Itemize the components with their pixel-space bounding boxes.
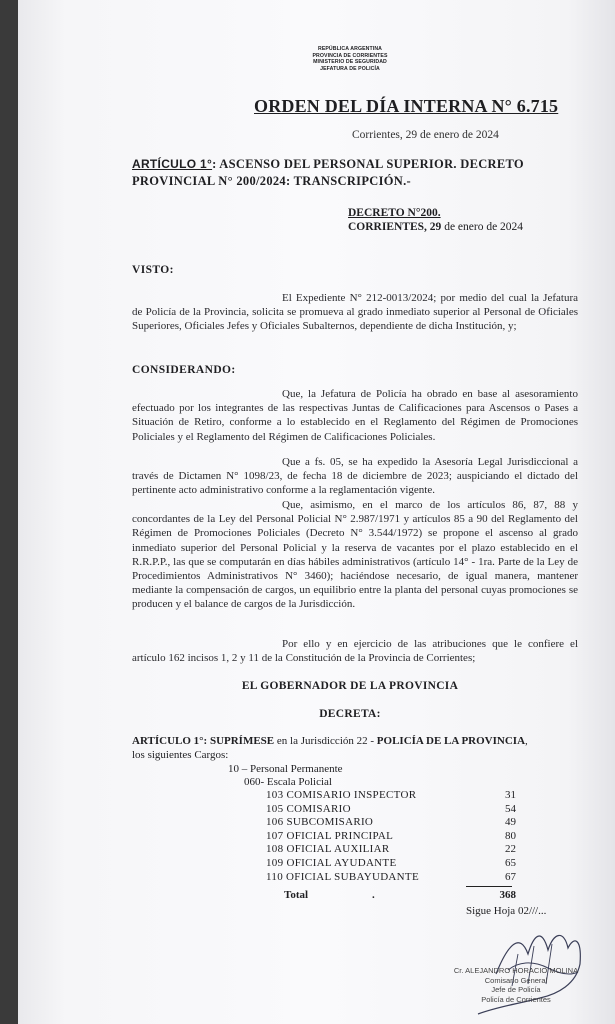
total-label: Total xyxy=(284,889,309,901)
document-page xyxy=(18,0,615,1024)
considerando-text-4: Por ello y en ejercicio de las atribuciones que le confiere el artículo 162 incisos 1, 2 y 11 de la Constitución de la Provincia de Corrientes; xyxy=(132,638,578,665)
considerando-paragraph-1 xyxy=(132,387,578,444)
cargo-row xyxy=(266,871,516,885)
article-1-jurisdiction: POLICÍA DE LA PROVINCIA xyxy=(376,735,526,747)
cargo-row xyxy=(266,830,516,844)
article-heading xyxy=(132,156,577,190)
considerando-heading: CONSIDERANDO: xyxy=(132,364,236,376)
cargo-value: 22 xyxy=(505,843,516,856)
decree-number: DECRETO N°200. xyxy=(348,207,441,219)
considerando-text-3: Que, asimismo, en el marco de los artículos 86, 87, 88 y concordantes de la Ley del Personal Policial N° 2.987/1971 y artículos 85 a 90 del Reglamento del Régimen de Promociones Policiales (Decreto N° 3.544/1972) se propone el ascenso al grado inmediato superior del Personal Policial y la reserva de vacantes por el plazo establecido en el R.R.P.P., las que se computarán en días hábiles administrativos (artículo 14° - 1ra. Parte de la Ley de Procedimientos Administrativos N° 3460); haciéndose necesario, de igual manera, mantener mediante la compensación de cargos, un equilibrio entre la planta del personal cuyas promociones se producen y el balance de cargos de la Jurisdicción. xyxy=(132,499,578,611)
signatory-role: Jefe de Policía xyxy=(491,985,541,994)
total-row xyxy=(284,889,516,901)
article-1-label: ARTÍCULO 1°: SUPRÍMESE xyxy=(132,735,275,747)
cargos-table xyxy=(266,789,516,884)
gobernador-heading: EL GOBERNADOR DE LA PROVINCIA xyxy=(241,680,459,692)
decree-place: CORRIENTES, 29 xyxy=(348,221,442,233)
cargo-row xyxy=(266,803,516,817)
level-2: 060- Escala Policial xyxy=(244,776,332,788)
article-1-body xyxy=(132,734,577,762)
decree-date: de enero de 2024 xyxy=(441,221,524,233)
considerando-paragraph-4 xyxy=(132,637,578,665)
visto-text: El Expediente N° 212-0013/2024; por medio del cual la Jefatura de Policía de la Provincia, solicita se promueva al grado inmediato superior al Personal de Oficiales Superiores, Oficiales Jefes y Oficiales Subalternos, dependiente de dicha Institución, y; xyxy=(132,292,578,333)
cargo-label: 107 OFICIAL PRINCIPAL xyxy=(266,829,394,842)
article-heading-text: : ASCENSO DEL PERSONAL SUPERIOR. DECRETO PROVINCIAL N° 200/2024: TRANSCRIPCIÓN.- xyxy=(132,157,524,188)
cargo-row xyxy=(266,816,516,830)
signatory-office: Policía de Corrientes xyxy=(481,994,551,1004)
total-value: 368 xyxy=(499,889,516,901)
cargo-row xyxy=(266,789,516,803)
letterhead-line: JEFATURA DE POLICÍA xyxy=(320,65,380,72)
letterhead xyxy=(290,46,410,72)
document-title: ORDEN DEL DÍA INTERNA N° 6.715 xyxy=(254,96,559,116)
letterhead-line: MINISTERIO DE SEGURIDAD xyxy=(313,59,387,66)
cargo-label: 109 OFICIAL AYUDANTE xyxy=(266,856,397,869)
cargo-value: 54 xyxy=(505,802,516,815)
cargo-label: 110 OFICIAL SUBAYUDANTE xyxy=(266,870,419,883)
considerando-text-1: Que, la Jefatura de Policía ha obrado en base al asesoramiento efectuado por los integrantes de las respectivas Juntas de Calificaciones para Ascensos o Pases a Situación de Retiro, conforme a lo establecido en el Reglamento del Régimen de Promociones Policiales y el Reglamento del Régimen de Calificaciones Policiales. xyxy=(132,388,578,443)
signatory-name: Cr. ALEJANDRO HORACIO MOLINA xyxy=(453,966,579,975)
level-1: 10 – Personal Permanente xyxy=(228,763,343,775)
considerando-paragraph-3 xyxy=(132,498,578,612)
cargo-row xyxy=(266,857,516,871)
article-1-line2: los siguientes Cargos: xyxy=(132,749,229,761)
cargo-label: 105 COMISARIO xyxy=(266,802,351,815)
signatory-rank: Comisario General xyxy=(484,975,548,985)
cargo-label: 108 OFICIAL AUXILIAR xyxy=(266,843,390,856)
decreta-heading: DECRETA: xyxy=(319,708,381,720)
visto-heading: VISTO: xyxy=(132,264,174,276)
considerando-text-2: Que a fs. 05, se ha expedido la Asesoría Legal Jurisdiccional a través de Dictamen N° 1098/23, de fecha 18 de diciembre de 2023; auspiciando el dictado del pertinente acto administrativo conforme a la reglamentación vigente. xyxy=(132,456,578,497)
signature-block xyxy=(452,966,580,1004)
visto-paragraph xyxy=(132,291,578,334)
cargo-value: 67 xyxy=(505,870,516,883)
letterhead-line: REPÚBLICA ARGENTINA xyxy=(317,46,383,52)
cargo-value: 49 xyxy=(505,816,516,829)
total-dot: . xyxy=(372,889,375,901)
cargo-row xyxy=(266,843,516,857)
total-rule xyxy=(466,886,512,887)
cargo-label: 106 SUBCOMISARIO xyxy=(266,816,374,829)
article-1-tail: , xyxy=(525,735,528,747)
article-label: ARTÍCULO 1° xyxy=(132,157,213,171)
cargo-value: 65 xyxy=(505,856,516,869)
article-1-mid: en la Jurisdicción 22 - xyxy=(274,735,377,747)
cargo-label: 103 COMISARIO INSPECTOR xyxy=(266,789,417,801)
cargo-value: 80 xyxy=(505,829,516,842)
document-date: Corrientes, 29 de enero de 2024 xyxy=(352,129,499,141)
considerando-paragraph-2 xyxy=(132,455,578,498)
decree-label xyxy=(348,206,523,234)
cargo-value: 31 xyxy=(505,789,516,801)
continuation-note: Sigue Hoja 02///... xyxy=(466,905,547,917)
letterhead-line: PROVINCIA DE CORRIENTES xyxy=(312,52,388,59)
